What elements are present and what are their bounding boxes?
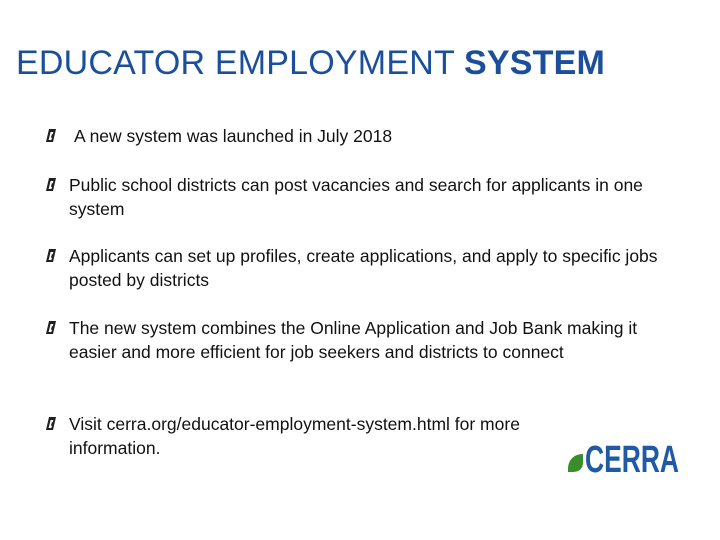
list-item xyxy=(46,412,606,460)
bullet-marker-icon xyxy=(46,417,56,430)
title-regular: EDUCATOR EMPLOYMENT xyxy=(16,44,455,82)
bullet-marker-icon xyxy=(46,129,56,142)
page-title xyxy=(16,44,716,83)
bullet-text: The new system combines the Online Application and Job Bank making it easier and more efficient for job seekers and districts to connect xyxy=(69,318,638,362)
title-bold: SYSTEM xyxy=(463,44,605,82)
bullet-text: Public school districts can post vacancies and search for applicants in one system xyxy=(69,175,643,219)
bullet-marker-icon xyxy=(46,249,56,262)
logo-wordmark: CERRA xyxy=(585,439,679,481)
list-item xyxy=(46,316,686,364)
leaf-icon xyxy=(568,454,583,472)
bullet-text: Applicants can set up profiles, create applications, and apply to specific jobs posted by districts xyxy=(69,246,658,290)
bullet-marker-icon xyxy=(46,321,56,334)
list-item xyxy=(46,124,686,148)
bullet-text: Visit cerra.org/educator-employment-system.html for more information. xyxy=(69,414,520,458)
bullet-text: A new system was launched in July 2018 xyxy=(74,126,393,146)
list-item xyxy=(46,173,686,221)
bullet-marker-icon xyxy=(46,178,56,191)
cerra-logo xyxy=(566,433,684,479)
list-item xyxy=(46,244,686,292)
